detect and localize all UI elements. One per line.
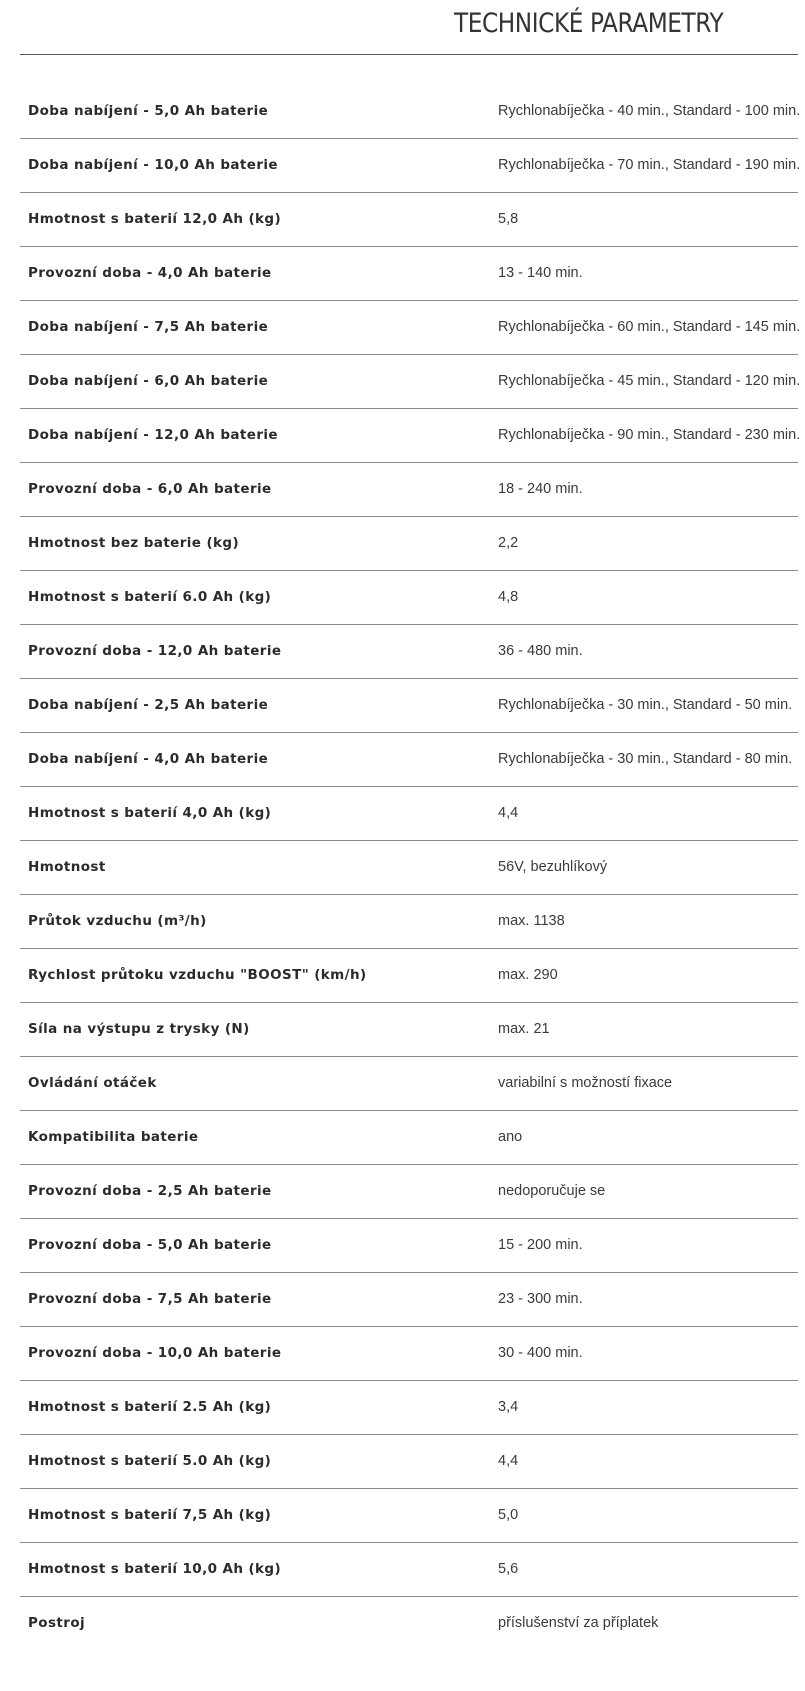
param-label: Provozní doba - 12,0 Ah baterie bbox=[28, 643, 282, 659]
table-row bbox=[20, 1165, 798, 1219]
table-row bbox=[20, 1381, 798, 1435]
table-row bbox=[20, 1111, 798, 1165]
table-row bbox=[20, 1543, 798, 1597]
param-label: Provozní doba - 2,5 Ah baterie bbox=[28, 1183, 272, 1199]
table-row bbox=[20, 1057, 798, 1111]
table-row bbox=[20, 895, 798, 949]
table-row bbox=[20, 139, 801, 193]
table-row bbox=[20, 949, 798, 1003]
param-value: 4,4 bbox=[498, 805, 519, 821]
param-label: Síla na výstupu z trysky (N) bbox=[28, 1021, 250, 1037]
section-header bbox=[20, 0, 798, 55]
table-row bbox=[20, 409, 801, 463]
param-label: Doba nabíjení - 5,0 Ah baterie bbox=[28, 103, 269, 119]
param-value: 4,8 bbox=[498, 589, 519, 605]
param-label: Postroj bbox=[28, 1615, 86, 1631]
param-value: max. 21 bbox=[498, 1021, 550, 1037]
param-value: Rychlonabíječka - 40 min., Standard - 100 min. bbox=[498, 103, 801, 119]
param-value: 30 - 400 min. bbox=[498, 1345, 583, 1361]
table-row bbox=[20, 679, 798, 733]
param-value: 18 - 240 min. bbox=[498, 481, 583, 497]
param-value: Rychlonabíječka - 70 min., Standard - 190 min. bbox=[498, 157, 801, 173]
param-value: Rychlonabíječka - 45 min., Standard - 120 min. bbox=[498, 373, 801, 389]
param-value: 13 - 140 min. bbox=[498, 265, 583, 281]
param-value: 2,2 bbox=[498, 535, 519, 551]
param-label: Doba nabíjení - 4,0 Ah baterie bbox=[28, 751, 269, 767]
param-value: Rychlonabíječka - 30 min., Standard - 80 min. bbox=[498, 751, 793, 767]
table-row bbox=[20, 85, 801, 139]
param-value: 5,8 bbox=[498, 211, 519, 227]
table-row bbox=[20, 733, 798, 787]
param-label: Provozní doba - 4,0 Ah baterie bbox=[28, 265, 272, 281]
param-label: Hmotnost s baterií 12,0 Ah (kg) bbox=[28, 211, 282, 227]
param-label: Provozní doba - 6,0 Ah baterie bbox=[28, 481, 272, 497]
param-label: Průtok vzduchu (m³/h) bbox=[28, 913, 207, 929]
param-label: Doba nabíjení - 12,0 Ah baterie bbox=[28, 427, 278, 443]
param-label: Hmotnost s baterií 2.5 Ah (kg) bbox=[28, 1399, 272, 1415]
param-value: 23 - 300 min. bbox=[498, 1291, 583, 1307]
table-row bbox=[20, 517, 798, 571]
param-label: Provozní doba - 7,5 Ah baterie bbox=[28, 1291, 272, 1307]
param-value: ano bbox=[498, 1129, 523, 1145]
param-label: Doba nabíjení - 7,5 Ah baterie bbox=[28, 319, 269, 335]
param-label: Provozní doba - 5,0 Ah baterie bbox=[28, 1237, 272, 1253]
table-row bbox=[20, 787, 798, 841]
table-row bbox=[20, 1327, 798, 1381]
param-value: 3,4 bbox=[498, 1399, 519, 1415]
param-label: Hmotnost s baterií 5.0 Ah (kg) bbox=[28, 1453, 272, 1469]
table-row bbox=[20, 571, 798, 625]
table-row bbox=[20, 841, 798, 895]
table-row bbox=[20, 1219, 798, 1273]
page-title: TECHNICKÉ PARAMETRY bbox=[454, 8, 724, 39]
param-label: Kompatibilita baterie bbox=[28, 1129, 199, 1145]
param-label: Hmotnost s baterií 4,0 Ah (kg) bbox=[28, 805, 272, 821]
param-label: Doba nabíjení - 10,0 Ah baterie bbox=[28, 157, 278, 173]
param-value: max. 1138 bbox=[498, 913, 565, 929]
param-label: Rychlost průtoku vzduchu "BOOST" (km/h) bbox=[28, 967, 367, 983]
table-row bbox=[20, 625, 798, 679]
param-label: Hmotnost bbox=[28, 859, 106, 875]
param-value: Rychlonabíječka - 60 min., Standard - 145 min. bbox=[498, 319, 801, 335]
table-row bbox=[20, 301, 801, 355]
param-value: 15 - 200 min. bbox=[498, 1237, 583, 1253]
param-label: Hmotnost s baterií 6.0 Ah (kg) bbox=[28, 589, 272, 605]
param-value: 5,0 bbox=[498, 1507, 519, 1523]
table-row bbox=[20, 1003, 798, 1057]
table-row bbox=[20, 1435, 798, 1489]
param-value: nedoporučuje se bbox=[498, 1183, 606, 1199]
table-row bbox=[20, 1489, 798, 1543]
param-label: Hmotnost bez baterie (kg) bbox=[28, 535, 240, 551]
param-value: Rychlonabíječka - 90 min., Standard - 230 min. bbox=[498, 427, 801, 443]
table-row bbox=[20, 463, 798, 517]
param-label: Provozní doba - 10,0 Ah baterie bbox=[28, 1345, 282, 1361]
table-row bbox=[20, 355, 801, 409]
param-label: Hmotnost s baterií 7,5 Ah (kg) bbox=[28, 1507, 272, 1523]
param-value: 56V, bezuhlíkový bbox=[498, 859, 608, 875]
table-row bbox=[20, 193, 798, 247]
param-value: příslušenství za příplatek bbox=[498, 1615, 659, 1631]
table-row bbox=[20, 1597, 798, 1651]
param-label: Hmotnost s baterií 10,0 Ah (kg) bbox=[28, 1561, 282, 1577]
param-value: variabilní s možností fixace bbox=[498, 1075, 673, 1091]
spec-table bbox=[20, 85, 801, 1651]
param-label: Ovládání otáček bbox=[28, 1075, 157, 1091]
param-value: 5,6 bbox=[498, 1561, 519, 1577]
param-label: Doba nabíjení - 6,0 Ah baterie bbox=[28, 373, 269, 389]
table-row bbox=[20, 1273, 798, 1327]
param-value: 4,4 bbox=[498, 1453, 519, 1469]
param-value: 36 - 480 min. bbox=[498, 643, 583, 659]
param-label: Doba nabíjení - 2,5 Ah baterie bbox=[28, 697, 269, 713]
table-row bbox=[20, 247, 798, 301]
param-value: Rychlonabíječka - 30 min., Standard - 50 min. bbox=[498, 697, 793, 713]
param-value: max. 290 bbox=[498, 967, 558, 983]
